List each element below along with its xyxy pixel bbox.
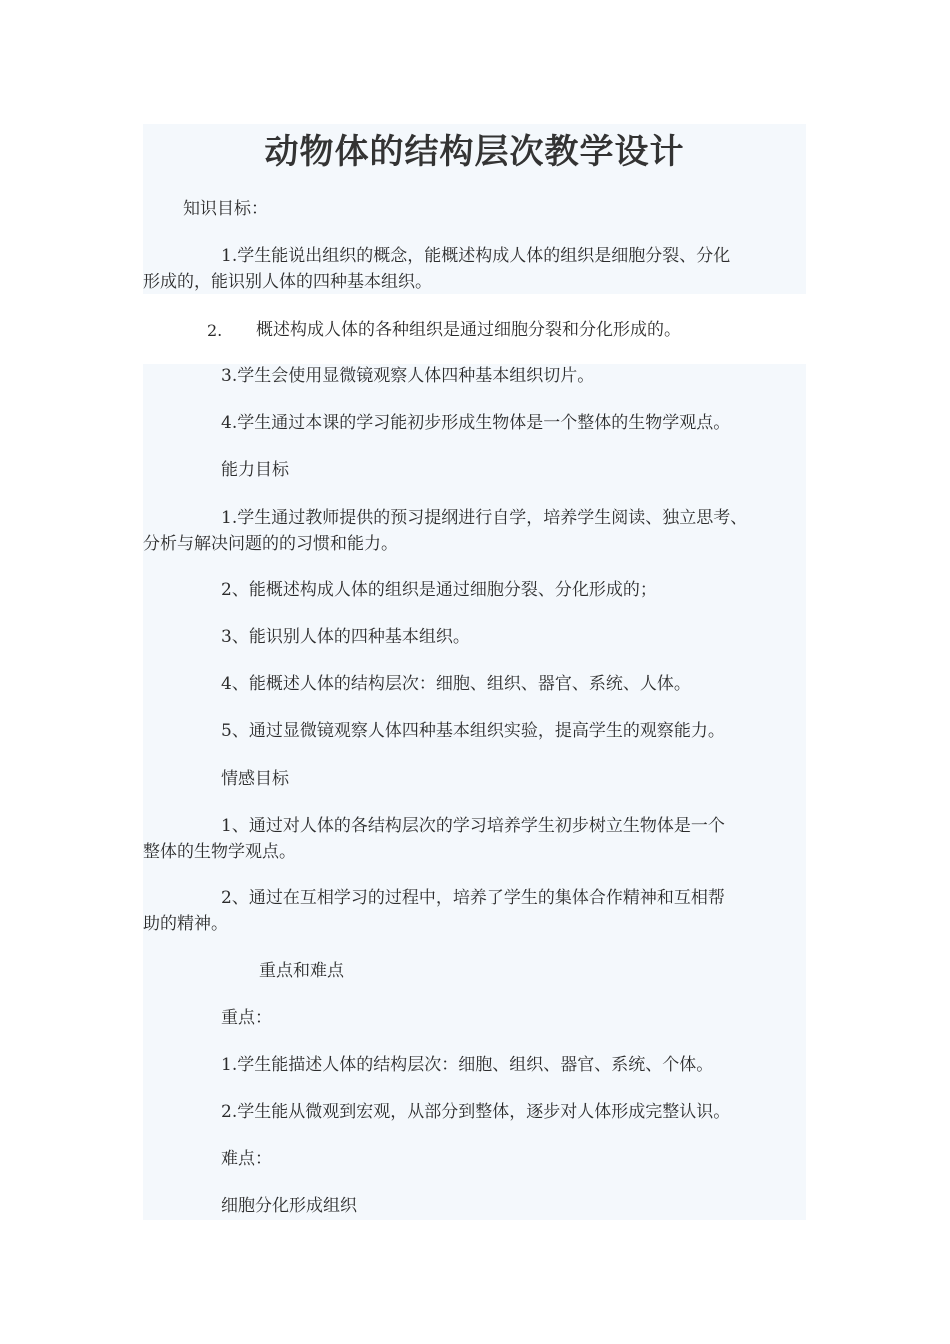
paragraph-line: 助的精神。 (143, 914, 228, 934)
paragraph-line: 2、通过在互相学习的过程中，培养了学生的集体合作精神和互相帮 (221, 888, 725, 908)
heading-focus: 重点： (221, 1008, 272, 1028)
paragraph-line: 1.学生能描述人体的结构层次：细胞、组织、器官、系统、个体。 (221, 1055, 714, 1075)
paragraph-line: 3、能识别人体的四种基本组织。 (221, 627, 470, 647)
heading-knowledge-goals: 知识目标： (183, 199, 268, 219)
paragraph-line: 整体的生物学观点。 (143, 842, 296, 862)
paragraph-line: 分析与解决问题的的习惯和能力。 (143, 534, 398, 554)
paragraph-line: 3.学生会使用显微镜观察人体四种基本组织切片。 (221, 366, 595, 386)
paragraph-line: 形成的，能识别人体的四种基本组织。 (143, 272, 432, 292)
heading-difficulty: 难点： (221, 1149, 272, 1169)
paragraph-line: 1、通过对人体的各结构层次的学习培养学生初步树立生物体是一个 (221, 816, 725, 836)
heading-key-points: 重点和难点 (259, 961, 344, 981)
paragraph-line: 概述构成人体的各种组织是通过细胞分裂和分化形成的。 (256, 320, 681, 340)
paragraph-line: 2.学生能从微观到宏观，从部分到整体，逐步对人体形成完整认识。 (221, 1102, 731, 1122)
paragraph-line: 细胞分化形成组织 (221, 1196, 357, 1216)
paragraph-line: 4.学生通过本课的学习能初步形成生物体是一个整体的生物学观点。 (221, 413, 731, 433)
paragraph-line: 1.学生能说出组织的概念，能概述构成人体的组织是细胞分裂、分化 (221, 246, 731, 266)
heading-emotion-goals: 情感目标 (221, 769, 289, 789)
list-number: 2. (207, 321, 223, 340)
document-title: 动物体的结构层次教学设计 (264, 132, 685, 172)
paragraph-line: 4、能概述人体的结构层次：细胞、组织、器官、系统、人体。 (221, 674, 691, 694)
paragraph-line: 1.学生通过教师提供的预习提纲进行自学，培养学生阅读、独立思考、 (221, 508, 748, 528)
paragraph-line: 5、通过显微镜观察人体四种基本组织实验，提高学生的观察能力。 (221, 721, 725, 741)
heading-ability-goals: 能力目标 (221, 460, 289, 480)
paragraph-line: 2、能概述构成人体的组织是通过细胞分裂、分化形成的； (221, 580, 657, 600)
